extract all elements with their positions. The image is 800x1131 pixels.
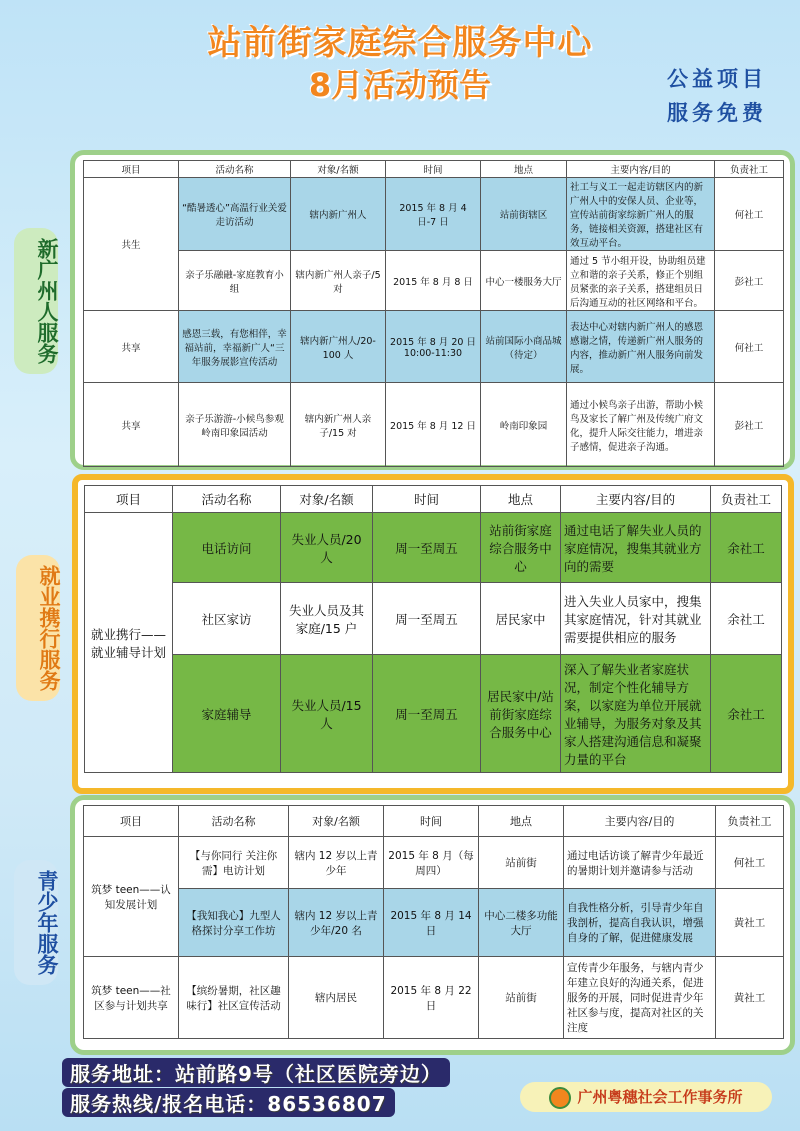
organization-badge: [520, 1082, 772, 1112]
title-line-2: 8月活动预告: [308, 66, 492, 104]
cell-time: 2015 年 8 月（每周四）: [384, 837, 479, 889]
table-row: [84, 178, 784, 251]
table-row: [84, 311, 784, 383]
cell-project: 共享: [84, 383, 179, 467]
cell-content: 表达中心对辖内新广州人的感恩感谢之情，传递新广州人服务的内容，推动新广州人服务向前发展。: [567, 311, 715, 383]
cell-worker: 何社工: [716, 837, 784, 889]
section-migrant-panel: [70, 150, 795, 470]
title-line-1: 站前街家庭综合服务中心: [207, 23, 593, 63]
cell-worker: 黄社工: [716, 957, 784, 1039]
cell-name: 【缤纷暑期，社区趣味行】社区宣传活动: [179, 957, 289, 1039]
section-label-migrant: 新广州人服务: [14, 228, 58, 374]
cell-target: 辖内居民: [289, 957, 384, 1039]
cell-name: 社区家访: [173, 583, 281, 655]
cell-name: “酷暑透心”高温行业关爱走访活动: [179, 178, 291, 251]
col-target: 对象/名额: [291, 161, 386, 178]
table-header-row: [84, 806, 784, 837]
section-label-youth: 青少年服务: [14, 860, 58, 985]
cell-content: 进入失业人员家中，搜集其家庭情况，针对其就业需要提供相应的服务: [561, 583, 711, 655]
cell-time: 2015 年 8 月 12 日: [386, 383, 481, 467]
cell-name: 【与你同行 关注你需】电访计划: [179, 837, 289, 889]
cell-worker: 彭社工: [715, 251, 784, 311]
col-worker: 负责社工: [715, 161, 784, 178]
cell-content: 社工与义工一起走访辖区内的新广州人中的安保人员、企业等，宣传站前街家综新广州人的服务，链接相关资源，搭建社区有效互动平台。: [567, 178, 715, 251]
table-row: [84, 837, 784, 889]
migrant-table: [83, 160, 784, 467]
slogan-line-2: 服务免费: [667, 100, 767, 125]
cell-name: 电话访问: [173, 513, 281, 583]
cell-time: 2015 年 8 月 4 日-7 日: [386, 178, 481, 251]
col-content: 主要内容/目的: [567, 161, 715, 178]
cell-target: 辖内 12 岁以上青少年/20 名: [289, 889, 384, 957]
cell-target: 失业人员/15 人: [281, 655, 373, 773]
cell-time: 2015 年 8 月 20 日 10:00-11:30: [386, 311, 481, 383]
table-row: [84, 889, 784, 957]
cell-project: 筑梦 teen——社区参与计划共享: [84, 957, 179, 1039]
cell-worker: 余社工: [711, 583, 782, 655]
cell-target: 辖内新广州人亲子/5 对: [291, 251, 386, 311]
cell-content: 通过小候鸟亲子出游，帮助小候鸟及家长了解广州及传统广府文化，提升人际交往能力，增进亲子感情，促进亲子沟通。: [567, 383, 715, 467]
cell-place: 居民家中/站前街家庭综合服务中心: [481, 655, 561, 773]
col-time: 时间: [373, 486, 481, 513]
page-title: [150, 22, 650, 106]
cell-worker: 何社工: [715, 311, 784, 383]
col-target: 对象/名额: [289, 806, 384, 837]
service-hotline: 服务热线/报名电话：86536807: [62, 1088, 395, 1117]
col-name: 活动名称: [173, 486, 281, 513]
cell-content: 通过电话了解失业人员的家庭情况，搜集其就业方向的需要: [561, 513, 711, 583]
col-place: 地点: [481, 161, 567, 178]
table-row: [85, 513, 782, 583]
cell-worker: 余社工: [711, 513, 782, 583]
col-target: 对象/名额: [281, 486, 373, 513]
cell-name: 家庭辅导: [173, 655, 281, 773]
slogan: [652, 62, 782, 130]
cell-place: 站前街: [479, 957, 564, 1039]
service-address: 服务地址：站前路9号（社区医院旁边）: [62, 1058, 450, 1087]
col-project: 项目: [85, 486, 173, 513]
cell-name: 【我知我心】九型人格探讨分享工作坊: [179, 889, 289, 957]
col-worker: 负责社工: [716, 806, 784, 837]
table-row: [85, 583, 782, 655]
col-content: 主要内容/目的: [561, 486, 711, 513]
cell-place: 中心二楼多功能大厅: [479, 889, 564, 957]
table-row: [84, 957, 784, 1039]
table-row: [84, 251, 784, 311]
cell-content: 宣传青少年服务，与辖内青少年建立良好的沟通关系，促进服务的开展，同时促进青少年社区参与度，提高对社区的关注度: [564, 957, 716, 1039]
col-place: 地点: [481, 486, 561, 513]
cell-time: 周一至周五: [373, 513, 481, 583]
cell-time: 2015 年 8 月 14 日: [384, 889, 479, 957]
cell-place: 居民家中: [481, 583, 561, 655]
cell-time: 周一至周五: [373, 583, 481, 655]
section-youth-panel: [70, 795, 795, 1055]
cell-name: 感恩三载，有您相伴，幸福站前，幸福新广人“三年服务展影宣传活动: [179, 311, 291, 383]
cell-time: 2015 年 8 月 22 日: [384, 957, 479, 1039]
cell-worker: 黄社工: [716, 889, 784, 957]
cell-place: 站前街辖区: [481, 178, 567, 251]
cell-name: 亲子乐融融-家庭教育小组: [179, 251, 291, 311]
section-label-employment: 就业携行服务: [16, 555, 60, 701]
section-employment-panel: [72, 474, 794, 794]
cell-project: 共生: [84, 178, 179, 311]
cell-place: 站前街家庭综合服务中心: [481, 513, 561, 583]
cell-time: 周一至周五: [373, 655, 481, 773]
col-time: 时间: [384, 806, 479, 837]
cell-place: 岭南印象园: [481, 383, 567, 467]
col-time: 时间: [386, 161, 481, 178]
cell-target: 失业人员及其家庭/15 户: [281, 583, 373, 655]
cell-place: 站前国际小商品城（待定）: [481, 311, 567, 383]
table-row: [85, 655, 782, 773]
cell-time: 2015 年 8 月 8 日: [386, 251, 481, 311]
cell-worker: 何社工: [715, 178, 784, 251]
cell-project: 筑梦 teen——认知发展计划: [84, 837, 179, 957]
col-project: 项目: [84, 806, 179, 837]
cell-content: 自我性格分析，引导青少年自我剖析，提高自我认识，增强自身的了解，促进健康发展: [564, 889, 716, 957]
cell-name: 亲子乐游游-小候鸟参观岭南印象园活动: [179, 383, 291, 467]
cell-place: 站前街: [479, 837, 564, 889]
employment-table: [84, 485, 782, 773]
cell-target: 辖内新广州人亲子/15 对: [291, 383, 386, 467]
org-name: 广州粤穗社会工作事务所: [577, 1088, 743, 1106]
cell-content: 通过 5 节小组开设，协助组员建立和谐的亲子关系，修正个别组员紧张的亲子关系，搭建组员日后沟通互动的社区网络和平台。: [567, 251, 715, 311]
cell-target: 失业人员/20 人: [281, 513, 373, 583]
table-header-row: [85, 486, 782, 513]
youth-table: [83, 805, 784, 1039]
table-row: [84, 383, 784, 467]
cell-worker: 彭社工: [715, 383, 784, 467]
cell-content: 通过电话访谈了解青少年最近的暑期计划并邀请参与活动: [564, 837, 716, 889]
col-worker: 负责社工: [711, 486, 782, 513]
cell-target: 辖内 12 岁以上青少年: [289, 837, 384, 889]
col-content: 主要内容/目的: [564, 806, 716, 837]
org-logo-icon: [549, 1087, 571, 1109]
cell-content: 深入了解失业者家庭状况，制定个性化辅导方案，以家庭为单位开展就业辅导，为服务对象及其家人搭建沟通信息和凝聚力量的平台: [561, 655, 711, 773]
cell-target: 辖内新广州人: [291, 178, 386, 251]
cell-place: 中心一楼服务大厅: [481, 251, 567, 311]
cell-project: 就业携行——就业辅导计划: [85, 513, 173, 773]
table-header-row: [84, 161, 784, 178]
col-name: 活动名称: [179, 161, 291, 178]
cell-target: 辖内新广州人/20-100 人: [291, 311, 386, 383]
cell-project: 共享: [84, 311, 179, 383]
slogan-line-1: 公益项目: [667, 66, 767, 91]
col-name: 活动名称: [179, 806, 289, 837]
col-place: 地点: [479, 806, 564, 837]
cell-worker: 余社工: [711, 655, 782, 773]
col-project: 项目: [84, 161, 179, 178]
